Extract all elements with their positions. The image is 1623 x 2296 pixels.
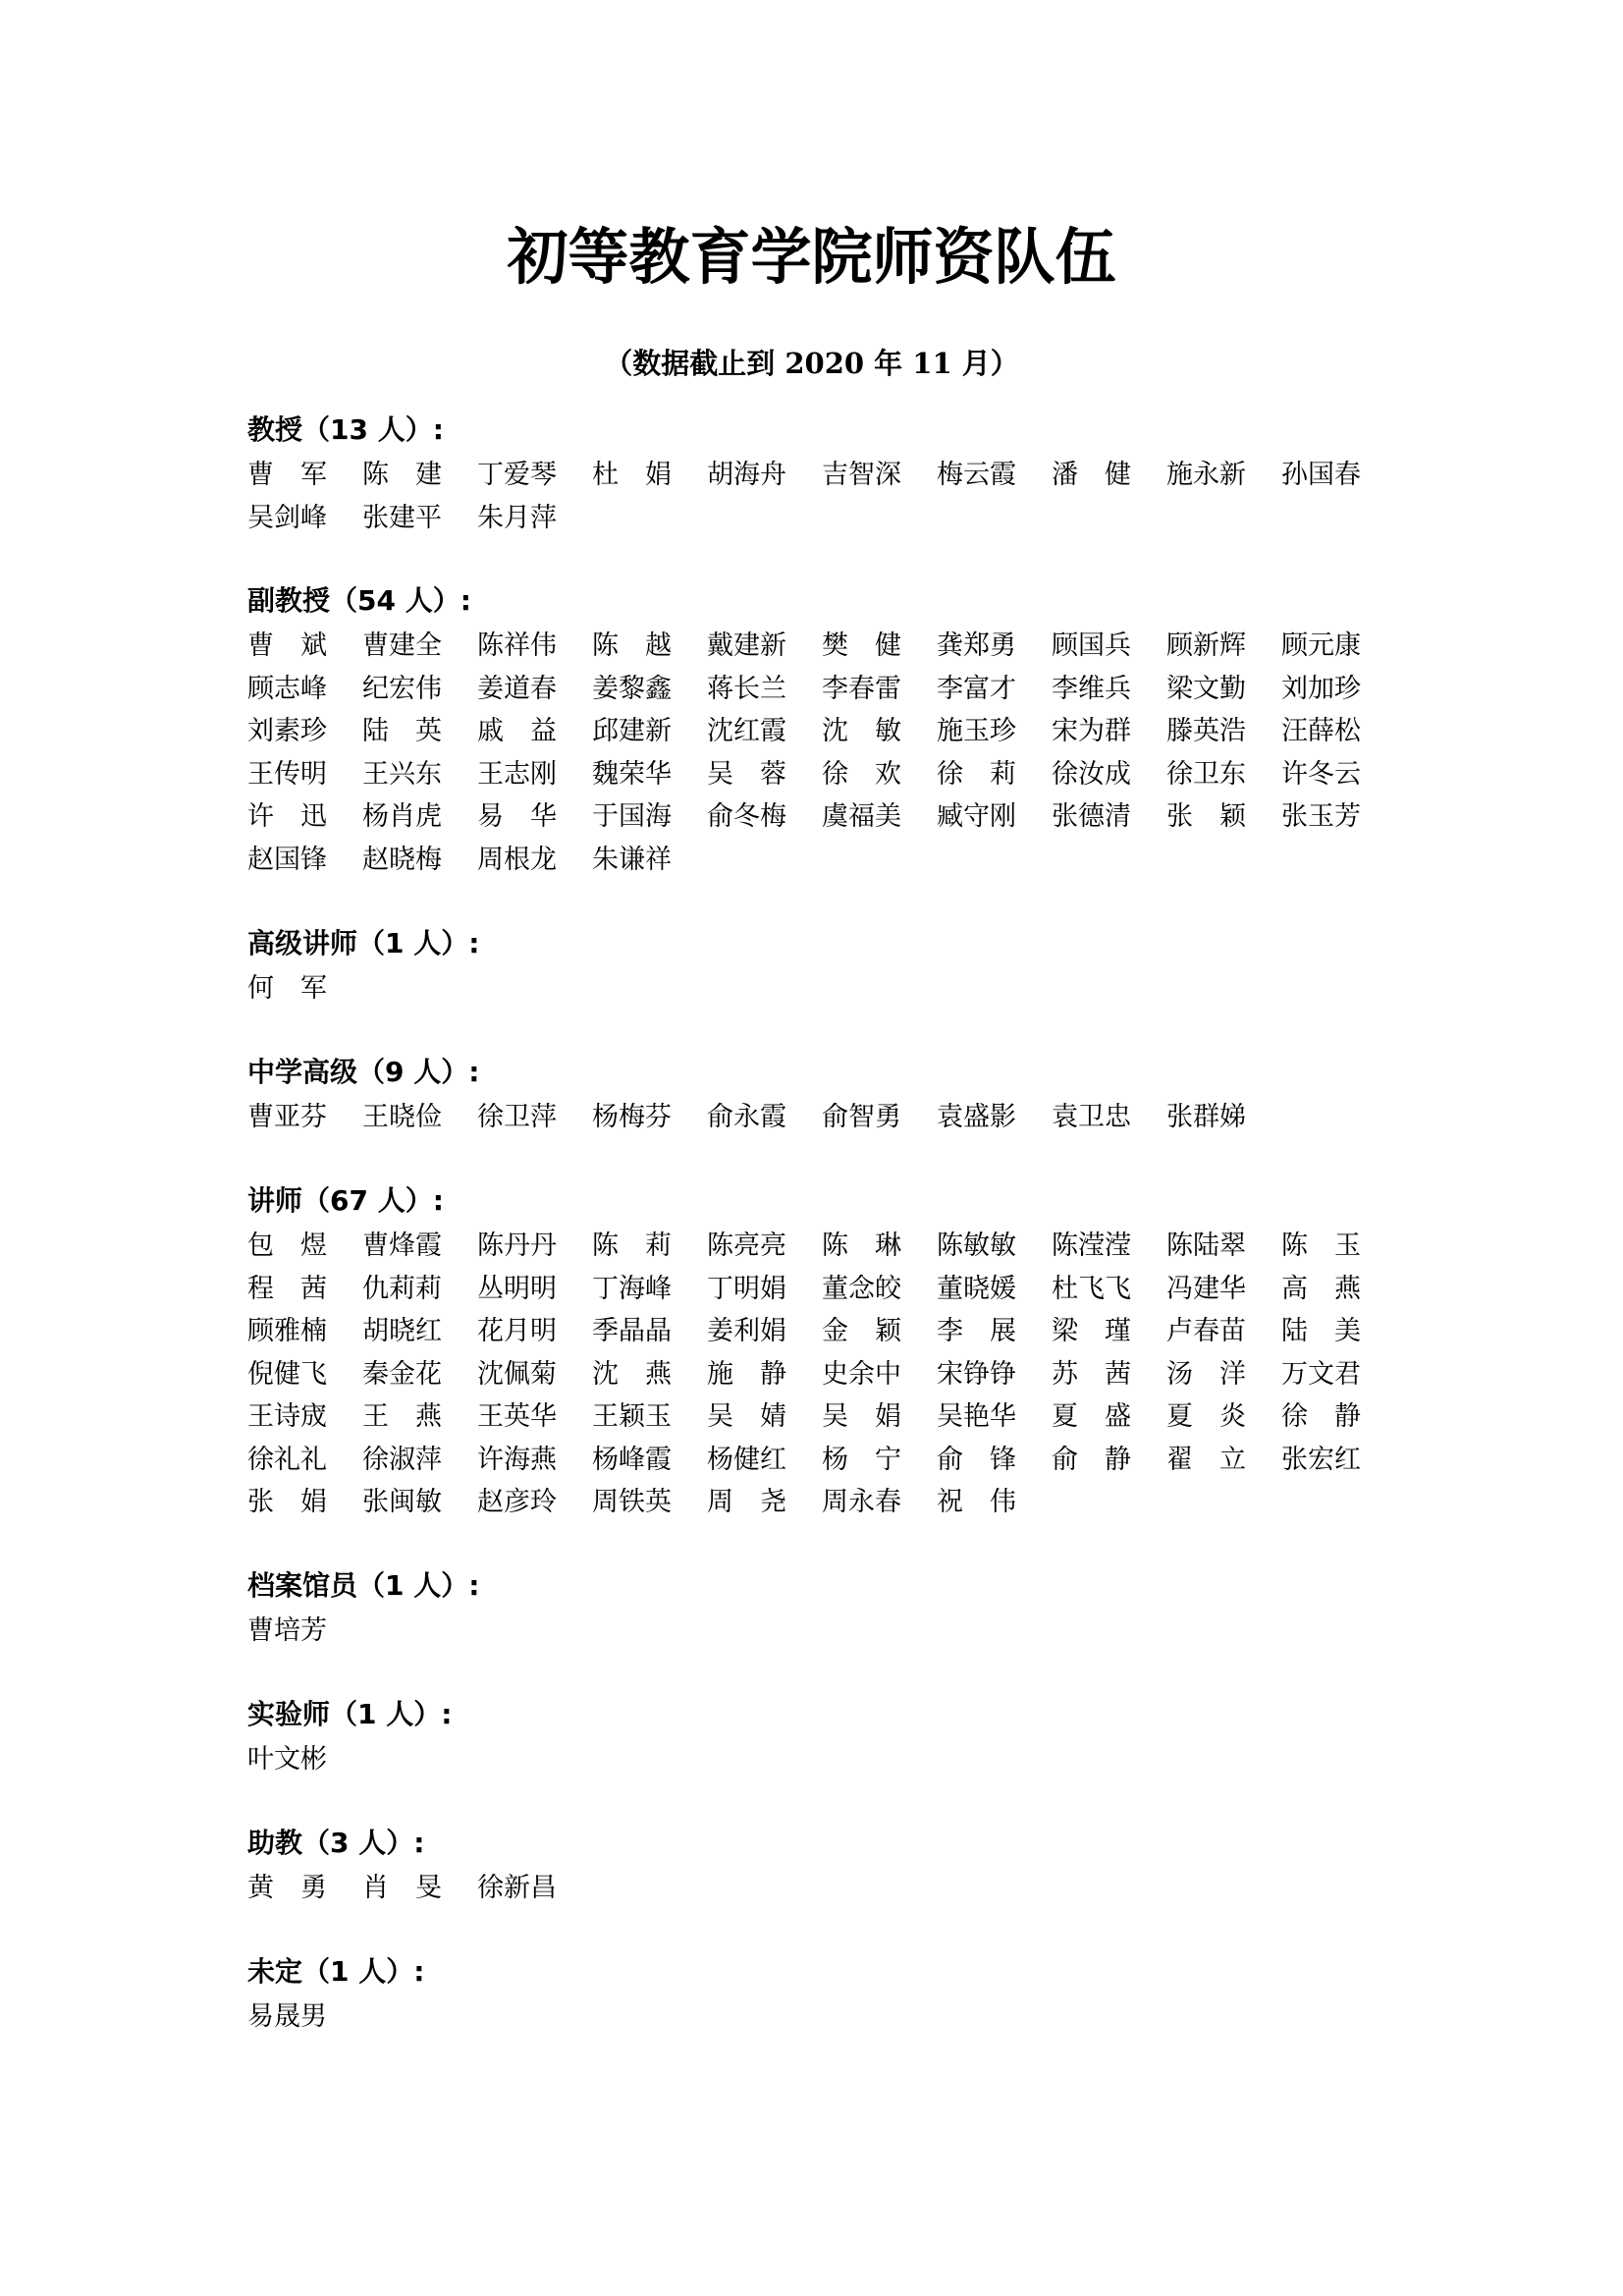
- staff-name: 潘健: [1052, 460, 1158, 490]
- section-heading: 档案馆员（1 人）:: [247, 1569, 480, 1602]
- staff-name: 陈玉: [1281, 1230, 1387, 1261]
- staff-name: 徐欢: [822, 758, 928, 790]
- staff-name: 纪宏伟: [362, 673, 442, 704]
- staff-name: 杨峰霞: [592, 1444, 672, 1475]
- staff-name: 姜道春: [477, 673, 557, 704]
- staff-name: 张闽敏: [362, 1487, 442, 1517]
- staff-name: 赵晓梅: [362, 844, 442, 875]
- staff-name: 陈丹丹: [477, 1230, 557, 1261]
- staff-name: 丁明娟: [707, 1273, 786, 1304]
- staff-name: 张娟: [247, 1487, 353, 1517]
- staff-name: 杜飞飞: [1052, 1273, 1131, 1304]
- section-heading: 副教授（54 人）:: [247, 584, 471, 617]
- staff-name: 徐卫萍: [477, 1102, 557, 1132]
- staff-name: 施静: [707, 1358, 813, 1390]
- staff-name: 刘素珍: [247, 716, 327, 746]
- staff-name: 曹亚芬: [247, 1102, 327, 1132]
- staff-name: 张宏红: [1281, 1444, 1361, 1475]
- staff-name: 曹培芳: [247, 1615, 327, 1646]
- staff-name: 袁盛影: [937, 1102, 1016, 1132]
- staff-name: 周尧: [707, 1487, 813, 1517]
- staff-name: 俞冬梅: [707, 801, 786, 832]
- staff-name: 王晓俭: [362, 1102, 442, 1132]
- staff-name: 于国海: [592, 801, 672, 832]
- staff-name: 沈红霞: [707, 716, 786, 746]
- staff-name: 许海燕: [477, 1444, 557, 1475]
- staff-name: 沈佩菊: [477, 1358, 557, 1390]
- staff-name: 顾志峰: [247, 673, 327, 704]
- staff-name: 顾元康: [1281, 630, 1361, 661]
- staff-name: 沈敏: [822, 716, 928, 746]
- name-list: [247, 1096, 1426, 1139]
- staff-name: 周永春: [822, 1487, 901, 1517]
- section-heading: 未定（1 人）:: [247, 1955, 425, 1988]
- section-professors: [247, 410, 1426, 539]
- staff-name: 陆英: [362, 716, 468, 746]
- staff-name: 顾国兵: [1052, 630, 1131, 661]
- staff-name: 樊健: [822, 630, 928, 661]
- staff-name: 曹军: [247, 460, 353, 490]
- staff-name: 陆美: [1281, 1316, 1387, 1346]
- staff-name: 徐淑萍: [362, 1444, 442, 1475]
- staff-name: 黄勇: [247, 1873, 353, 1903]
- staff-name: 杨肖虎: [362, 801, 442, 832]
- staff-name: 仇莉莉: [362, 1273, 442, 1304]
- name-list: [247, 1225, 1426, 1524]
- staff-name: 王兴东: [362, 758, 442, 790]
- data-cutoff-note: （数据截止到 2020 年 11 月）: [604, 347, 1019, 380]
- staff-name: 施永新: [1166, 460, 1246, 490]
- staff-name: 倪健飞: [247, 1358, 327, 1390]
- staff-name: 杨健红: [707, 1444, 786, 1475]
- staff-name: 宋为群: [1052, 716, 1131, 746]
- staff-name: 肖旻: [362, 1873, 468, 1903]
- staff-name: 虞福美: [822, 801, 901, 832]
- section-archivists: [247, 1566, 1426, 1653]
- staff-name: 易华: [477, 801, 583, 832]
- staff-name: 施玉珍: [937, 716, 1016, 746]
- section-heading: 讲师（67 人）:: [247, 1184, 444, 1217]
- staff-name: 卢春苗: [1166, 1316, 1246, 1346]
- staff-name: 徐卫东: [1166, 758, 1246, 790]
- staff-name: 许冬云: [1281, 758, 1361, 790]
- staff-name: 梁文勤: [1166, 673, 1246, 704]
- staff-name: 俞智勇: [822, 1102, 901, 1132]
- name-list: [247, 454, 1426, 539]
- staff-name: 徐礼礼: [247, 1444, 327, 1475]
- section-lab-technicians: [247, 1695, 1426, 1781]
- staff-name: 李富才: [937, 673, 1016, 704]
- staff-name: 吴剑峰: [247, 502, 327, 533]
- staff-name: 邱建新: [592, 716, 672, 746]
- staff-name: 高燕: [1281, 1273, 1387, 1304]
- staff-name: 赵国锋: [247, 844, 327, 875]
- staff-name: 顾新辉: [1166, 630, 1246, 661]
- section-heading: 实验师（1 人）:: [247, 1698, 453, 1730]
- staff-name: 包煜: [247, 1230, 353, 1261]
- staff-name: 曹斌: [247, 630, 353, 661]
- staff-name: 金颖: [822, 1316, 928, 1346]
- staff-name: 徐新昌: [477, 1873, 557, 1903]
- staff-name: 张群娣: [1166, 1102, 1246, 1132]
- name-list: [247, 625, 1426, 881]
- staff-name: 张建平: [362, 502, 442, 533]
- staff-name: 李春雷: [822, 673, 901, 704]
- staff-name: 朱月萍: [477, 502, 557, 533]
- staff-name: 徐汝成: [1052, 758, 1131, 790]
- staff-name: 吴蓉: [707, 758, 813, 790]
- name-list: [247, 967, 1426, 1011]
- staff-name: 戚益: [477, 716, 583, 746]
- staff-name: 蒋长兰: [707, 673, 786, 704]
- staff-name: 李维兵: [1052, 673, 1131, 704]
- section-heading: 中学高级（9 人）:: [247, 1056, 480, 1088]
- staff-name: 王传明: [247, 758, 327, 790]
- staff-name: 顾雅楠: [247, 1316, 327, 1346]
- staff-name: 冯建华: [1166, 1273, 1246, 1304]
- staff-name: 陈陆翠: [1166, 1230, 1246, 1261]
- section-heading: 教授（13 人）:: [247, 413, 444, 446]
- staff-name: 夏盛: [1052, 1401, 1158, 1432]
- staff-name: 吴娟: [822, 1401, 928, 1432]
- staff-name: 许迅: [247, 801, 353, 832]
- staff-name: 李展: [937, 1316, 1043, 1346]
- staff-name: 史余中: [822, 1358, 901, 1390]
- document-title: 初等教育学院师资队伍: [507, 221, 1116, 293]
- staff-name: 祝伟: [937, 1487, 1043, 1517]
- staff-name: 陈祥伟: [477, 630, 557, 661]
- staff-name: 杨宁: [822, 1444, 928, 1475]
- staff-name: 姜黎鑫: [592, 673, 672, 704]
- section-heading: 高级讲师（1 人）:: [247, 927, 480, 959]
- staff-name: 王志刚: [477, 758, 557, 790]
- staff-name: 俞锋: [937, 1444, 1043, 1475]
- staff-name: 易晟男: [247, 2001, 327, 2032]
- staff-name: 戴建新: [707, 630, 786, 661]
- staff-name: 周铁英: [592, 1487, 672, 1517]
- name-list: [247, 1867, 1426, 1910]
- staff-name: 翟立: [1166, 1444, 1272, 1475]
- staff-name: 汤洋: [1166, 1358, 1272, 1390]
- staff-name: 龚郑勇: [937, 630, 1016, 661]
- staff-name: 滕英浩: [1166, 716, 1246, 746]
- name-list: [247, 1738, 1426, 1781]
- staff-name: 沈燕: [592, 1358, 698, 1390]
- staff-name: 魏荣华: [592, 758, 672, 790]
- staff-name: 何军: [247, 973, 353, 1004]
- staff-name: 袁卫忠: [1052, 1102, 1131, 1132]
- staff-name: 吴婧: [707, 1401, 813, 1432]
- staff-name: 丁海峰: [592, 1273, 672, 1304]
- staff-name: 秦金花: [362, 1358, 442, 1390]
- section-undetermined: [247, 1952, 1426, 2039]
- staff-name: 陈越: [592, 630, 698, 661]
- staff-name: 俞静: [1052, 1444, 1158, 1475]
- staff-name: 周根龙: [477, 844, 557, 875]
- staff-name: 叶文彬: [247, 1744, 327, 1775]
- staff-name: 曹建全: [362, 630, 442, 661]
- staff-name: 万文君: [1281, 1358, 1361, 1390]
- staff-name: 丁爱琴: [477, 460, 557, 490]
- staff-name: 董晓媛: [937, 1273, 1016, 1304]
- staff-name: 徐莉: [937, 758, 1043, 790]
- staff-name: 臧守刚: [937, 801, 1016, 832]
- staff-name: 丛明明: [477, 1273, 557, 1304]
- staff-name: 程茜: [247, 1273, 353, 1304]
- section-teaching-assistants: [247, 1824, 1426, 1910]
- staff-name: 刘加珍: [1281, 673, 1361, 704]
- staff-name: 宋铮铮: [937, 1358, 1016, 1390]
- staff-name: 陈亮亮: [707, 1230, 786, 1261]
- staff-name: 梅云霞: [937, 460, 1016, 490]
- staff-name: 陈建: [362, 460, 468, 490]
- staff-name: 汪薛松: [1281, 716, 1361, 746]
- staff-name: 赵彦玲: [477, 1487, 557, 1517]
- staff-name: 陈滢滢: [1052, 1230, 1131, 1261]
- staff-name: 杜娟: [592, 460, 698, 490]
- name-list: [247, 1610, 1426, 1653]
- section-secondary-senior: [247, 1053, 1426, 1139]
- section-heading: 助教（3 人）:: [247, 1827, 425, 1859]
- staff-name: 季晶晶: [592, 1316, 672, 1346]
- staff-name: 张德清: [1052, 801, 1131, 832]
- staff-name: 苏茜: [1052, 1358, 1158, 1390]
- staff-name: 吉智深: [822, 460, 901, 490]
- staff-name: 梁瑾: [1052, 1316, 1158, 1346]
- staff-name: 王英华: [477, 1401, 557, 1432]
- staff-name: 王燕: [362, 1401, 468, 1432]
- staff-name: 曹烽霞: [362, 1230, 442, 1261]
- staff-name: 王诗宬: [247, 1401, 327, 1432]
- staff-name: 孙国春: [1281, 460, 1361, 490]
- staff-name: 王颖玉: [592, 1401, 672, 1432]
- staff-name: 陈敏敏: [937, 1230, 1016, 1261]
- staff-name: 陈琳: [822, 1230, 928, 1261]
- staff-name: 吴艳华: [937, 1401, 1016, 1432]
- section-associate-professors: [247, 581, 1426, 881]
- staff-name: 花月明: [477, 1316, 557, 1346]
- staff-name: 姜利娟: [707, 1316, 786, 1346]
- staff-name: 胡海舟: [707, 460, 786, 490]
- staff-name: 董念皎: [822, 1273, 901, 1304]
- staff-name: 陈莉: [592, 1230, 698, 1261]
- staff-name: 俞永霞: [707, 1102, 786, 1132]
- name-list: [247, 1995, 1426, 2039]
- staff-name: 张颖: [1166, 801, 1272, 832]
- staff-name: 徐静: [1281, 1401, 1387, 1432]
- staff-name: 杨梅芬: [592, 1102, 672, 1132]
- staff-name: 张玉芳: [1281, 801, 1361, 832]
- staff-name: 朱谦祥: [592, 844, 672, 875]
- section-senior-lecturers: [247, 924, 1426, 1011]
- staff-name: 胡晓红: [362, 1316, 442, 1346]
- section-lecturers: [247, 1181, 1426, 1524]
- staff-name: 夏炎: [1166, 1401, 1272, 1432]
